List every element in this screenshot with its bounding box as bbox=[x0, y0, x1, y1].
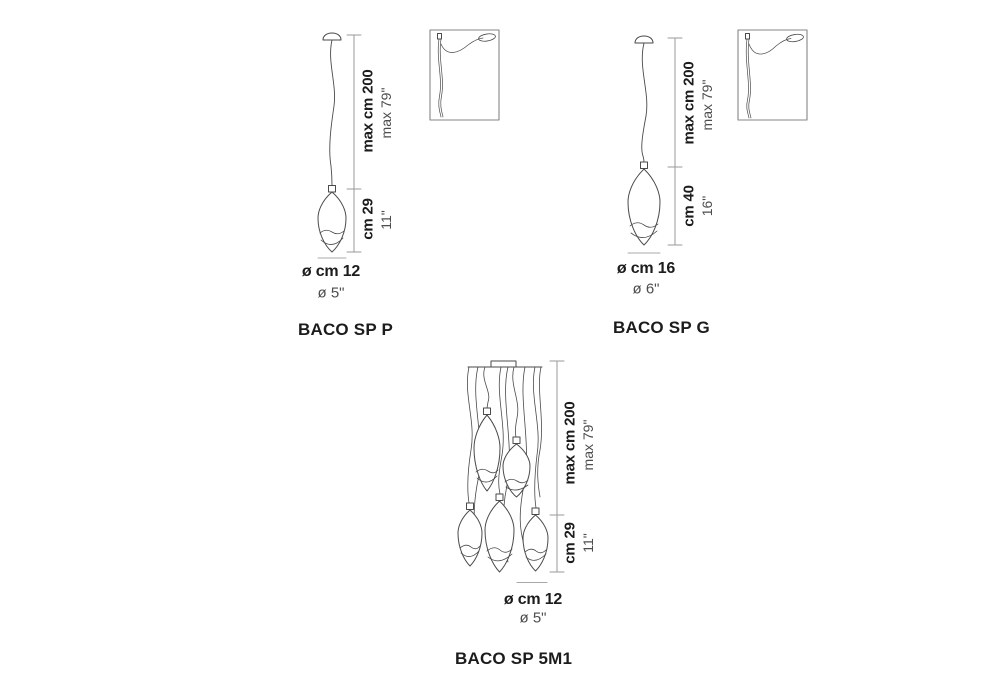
diameter-label: ø cm 12 bbox=[301, 263, 361, 280]
cable-length-inches-label: max 79" bbox=[378, 87, 394, 139]
diameter-label: ø cm 16 bbox=[616, 260, 676, 277]
body-height-label: cm 29 bbox=[359, 198, 377, 240]
body-height-inches-label: 11" bbox=[580, 533, 596, 553]
cable-length-inches-label: max 79" bbox=[580, 419, 596, 471]
diameter-inches-label: ø 5" bbox=[317, 284, 345, 302]
body-height-inches-label: 11" bbox=[378, 210, 394, 230]
lamp-cap bbox=[641, 162, 648, 169]
product-name-label: BACO SP 5M1 bbox=[455, 649, 573, 668]
hanging-cable bbox=[642, 43, 647, 162]
pendant-drawing-baco-sp-g bbox=[628, 30, 807, 253]
pendant-drawing-baco-sp-p bbox=[318, 30, 499, 258]
ceiling-canopy bbox=[323, 33, 341, 40]
product-name-label: BACO SP P bbox=[298, 320, 394, 339]
body-height-inches-label: 16" bbox=[699, 195, 715, 217]
hanging-cable bbox=[330, 40, 335, 185]
diameter-inches-label: ø 6" bbox=[632, 280, 660, 298]
lamp-body bbox=[485, 494, 514, 572]
cable-length-label: max cm 200 bbox=[680, 61, 698, 145]
cable-detail-inset bbox=[430, 30, 499, 120]
lamp-body bbox=[318, 192, 346, 252]
product-name-label: BACO SP G bbox=[613, 318, 710, 337]
lamp-cap bbox=[329, 186, 336, 193]
cable-length-label: max cm 200 bbox=[359, 69, 377, 153]
body-height-label: cm 29 bbox=[561, 522, 579, 564]
pendant-drawing-baco-sp-5m1 bbox=[458, 361, 564, 583]
cable-length-inches-label: max 79" bbox=[699, 79, 715, 131]
body-height-label: cm 40 bbox=[680, 185, 698, 227]
lamp-body bbox=[628, 169, 660, 245]
ceiling-canopy bbox=[635, 36, 653, 43]
lamp-body bbox=[458, 503, 482, 566]
cable-length-label: max cm 200 bbox=[561, 401, 579, 485]
cable-detail-inset bbox=[738, 30, 807, 120]
diameter-label: ø cm 12 bbox=[503, 591, 563, 608]
lamp-body bbox=[523, 508, 548, 571]
diameter-inches-label: ø 5" bbox=[519, 609, 547, 627]
ceiling-plate bbox=[468, 361, 542, 367]
